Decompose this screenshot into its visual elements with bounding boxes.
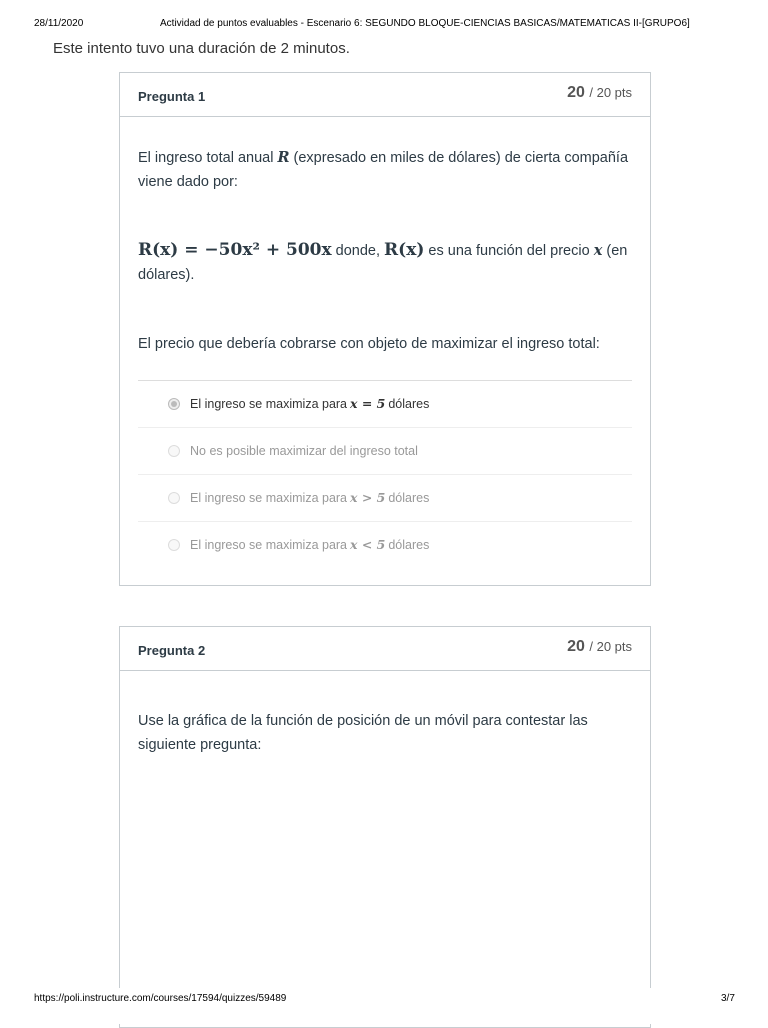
- radio-selected-icon[interactable]: [168, 398, 180, 410]
- question-equation: R(x) = −50x² + 500x donde, R(x) es una función del precio x (en dólares).: [138, 240, 628, 283]
- question-text: El ingreso total anual R (expresado en miles de dólares) de cierta compañía viene dado por:: [138, 149, 629, 190]
- question-title: Pregunta 2: [138, 643, 206, 658]
- print-date: 28/11/2020: [34, 18, 84, 29]
- question-1: [119, 72, 651, 586]
- radio-icon[interactable]: [168, 492, 180, 504]
- answer-list: [138, 380, 632, 568]
- question-score: 20 / 20 pts: [567, 84, 632, 101]
- page-number: 3/7: [721, 993, 735, 1004]
- attempt-duration: Este intento tuvo una duración de 2 minutos.: [53, 40, 350, 57]
- question-score: 20 / 20 pts: [567, 638, 632, 655]
- question-text: Use la gráfica de la función de posición de un móvil para contestar las siguiente pregunta:: [138, 713, 588, 753]
- answer-option[interactable]: El ingreso se maximiza para x < 5 dólares: [138, 522, 632, 568]
- answer-option[interactable]: El ingreso se maximiza para x = 5 dólares: [138, 381, 632, 428]
- question-2: [119, 626, 651, 1028]
- question-title: Pregunta 1: [138, 89, 206, 104]
- question-prompt: El precio que debería cobrarse con objeto de maximizar el ingreso total:: [138, 336, 600, 352]
- answer-option[interactable]: No es posible maximizar del ingreso total: [138, 428, 632, 475]
- answer-option[interactable]: El ingreso se maximiza para x > 5 dólares: [138, 475, 632, 522]
- print-title: Actividad de puntos evaluables - Escenario 6: SEGUNDO BLOQUE-CIENCIAS BASICAS/MATEMATICAS II-[GRUPO6]: [160, 18, 690, 29]
- radio-icon[interactable]: [168, 445, 180, 457]
- page-url: https://poli.instructure.com/courses/17594/quizzes/59489: [34, 993, 287, 1004]
- radio-icon[interactable]: [168, 539, 180, 551]
